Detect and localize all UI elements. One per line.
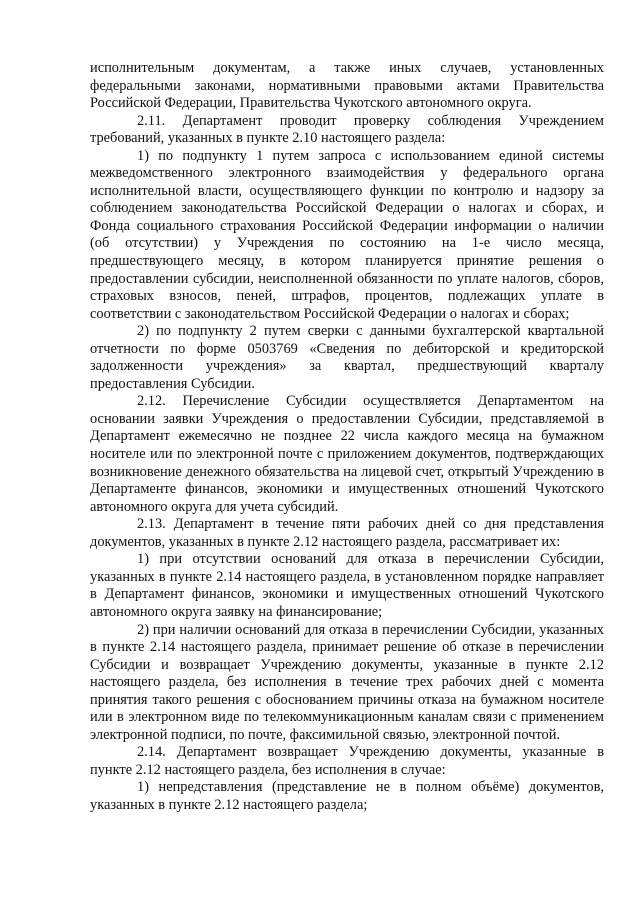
paragraph-2-11-item-1: 1) по подпункту 1 путем запроса с использованием единой системы межведомственного электронного взаимодействия у федерального органа исполнительной власти, осуществляющего функции по контролю и надзору за соблюдением законодательства Российской Федерации о налогах и сборах, и Фонда социального страхования Российской Федерации информации о наличии (об отсутствии) у Учреждения по состоянию на 1-е число месяца, предшествующего месяцу, в котором планируется принятие решения о предоставлении субсидии, неисполненной обязанности по уплате налогов, сборов, страховых взносов, пеней, штрафов, процентов, подлежащих уплате в соответствии с законодательством Российской Федерации о налогах и сборах;: [90, 147, 604, 322]
paragraph-2-14: 2.14. Департамент возвращает Учреждению документы, указанные в пункте 2.12 настоящего раздела, без исполнения в случае:: [90, 744, 604, 778]
paragraph-continuation: исполнительным документам, а также иных случаев, установленных федеральными законами, нормативными правовыми актами Правительства Российской Федерации, Правительства Чукотского автономного округа.: [90, 60, 604, 112]
paragraph-2-13-item-2: 2) при наличии оснований для отказа в перечислении Субсидии, указанных в пункте 2.14 настоящего раздела, принимает решение об отказе в перечислении Субсидии и возвращает Учреждению документы, указанные в пункте 2.12 настоящего раздела, без исполнения в течение трех рабочих дней с момента принятия такого решения с обоснованием причины отказа на бумажном носителе или в электронном виде по телекоммуникационным каналам связи с применением электронной подписи, по почте, факсимильной связью, электронной почтой.: [90, 621, 604, 743]
paragraph-2-12: 2.12. Перечисление Субсидии осуществляется Департаментом на основании заявки Учреждения о предоставлении Субсидии, представляемой в Департамент ежемесячно не позднее 22 числа каждого месяца на бумажном носителе или по электронной почте с приложением документов, подтверждающих возникновение денежного обязательства на лицевой счет, открытый Учреждению в Департаменте финансов, экономики и имущественных отношений Чукотского автономного округа для учета субсидий.: [90, 393, 604, 515]
paragraph-2-11-item-2: 2) по подпункту 2 путем сверки с данными бухгалтерской квартальной отчетности по форме 0503769 «Сведения по дебиторской и кредиторской задолженности учреждения» за квартал, предшествующий кварталу предоставления Субсидии.: [90, 323, 604, 392]
paragraph-2-13-item-1: 1) при отсутствии оснований для отказа в перечислении Субсидии, указанных в пункте 2.14 настоящего раздела, в установленном порядке направляет в Департамент финансов, экономики и имущественных отношений Чукотского автономного округа заявку на финансирование;: [90, 551, 604, 620]
paragraph-2-14-item-1: 1) непредставления (представление не в полном объёме) документов, указанных в пункте 2.12 настоящего раздела;: [90, 779, 604, 813]
paragraph-2-11: 2.11. Департамент проводит проверку соблюдения Учреждением требований, указанных в пункте 2.10 настоящего раздела:: [90, 112, 604, 147]
paragraph-2-13: 2.13. Департамент в течение пяти рабочих дней со дня представления документов, указанных в пункте 2.12 настоящего раздела, рассматривает их:: [90, 516, 604, 550]
